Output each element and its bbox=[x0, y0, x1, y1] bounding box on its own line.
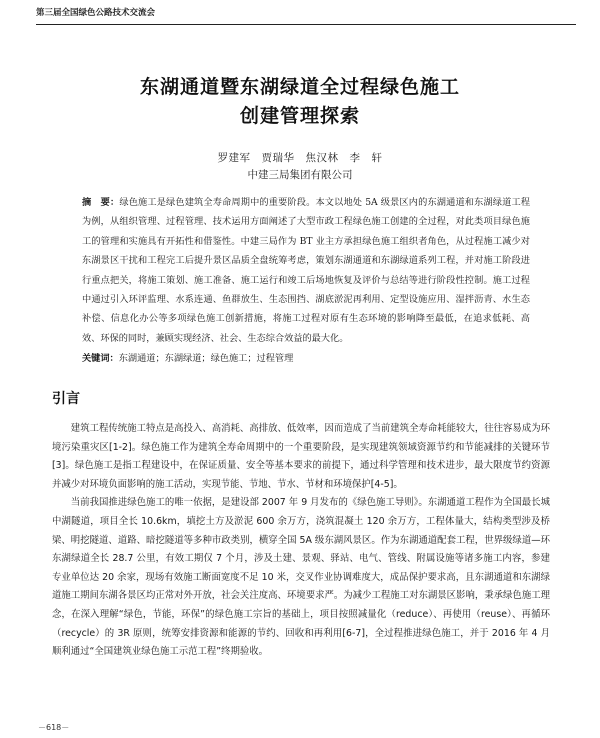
affiliation: 中建三局集团有限公司 bbox=[247, 169, 353, 181]
author-list: 罗建军 贾瑞华 焦汉林 李 轩 bbox=[217, 152, 383, 164]
conference-header: 第三届全国绿色公路技术交流会 bbox=[36, 8, 156, 18]
keywords-label: 关键词： bbox=[82, 353, 119, 364]
body-text bbox=[52, 420, 550, 662]
body-paragraph-1: 建筑工程传统施工特点是高投入、高消耗、高排放、低效率，因而造成了当前建筑全寿命耗能较大，往往容易成为环境污染重灾区[1-2]。绿色施工作为建筑全寿命周期中的一个重要阶段，是实现建筑领域资源节约和节能减排的关键环节[3]。绿色施工是指工程建设中，在保证质量、安全等基本要求的前提下，通过科学管理和技术进步，最大限度节约资源并减少对环境负面影响的施工活动，实现节能、节地、节水、节材和环境保护[4-5]。 bbox=[52, 423, 550, 490]
paper-title-line-2: 创建管理探索 bbox=[239, 105, 360, 127]
abstract-label: 摘 要： bbox=[82, 197, 120, 208]
body-paragraph-2: 当前我国推进绿色施工的唯一依据，是建设部 2007 年 9 月发布的《绿色施工导则》。东湖通道工程作为全国最长城中湖隧道，项目全长 10.6km，填挖土方及淤泥 600 余万方，浇筑混凝土 120 余万方，工程体量大，结构类型涉及桥梁、明挖隧道、道路、暗挖隧道等多种市政类别，横穿全国 5A 级东湖风景区。作为东湖通道配套工程，世界级绿道—环东湖绿道全长 28.7 公里，有效工期仅 7 个月，涉及土建、景观、驿站、电气、管线、附属设施等诸多施工内容，参建专业单位达 20 余家，现场有效施工断面宽度不足 10 米，交叉作业协调难度大，成品保护要求高，且东湖通道和东湖绿道施工期间东湖各景区均正常对外开放，社会关注度高、环境要求严。为减少工程施工对东湖景区影响，秉承绿色施工理念，在深入理解“绿色，节能，环保”的绿色施工宗旨的基础上，项目按照减量化（reduce）、再使用（reuse）、再循环（recycle）的 3R 原则，统筹安排资源和能源的节约、回收和再利用[6-7]，全过程推进绿色施工，并于 2016 年 4 月顺利通过“全国建筑业绿色施工示范工程”终期验收。 bbox=[52, 497, 550, 658]
section-heading-introduction: 引言 bbox=[52, 391, 80, 407]
paper-title-line-1: 东湖通道暨东湖绿道全过程绿色施工 bbox=[139, 76, 460, 98]
abstract-text: 绿色施工是绿色建筑全寿命周期中的重要阶段。本文以地处 5A 级景区内的东湖通道和东湖绿道工程为例，从组织管理、过程管理、技术运用方面阐述了大型市政工程绿色施工创建的全过程，对此类项目绿色施工的管理和实施具有开拓性和借鉴性。中建三局作为 BT 业主方承担绿色施工组织者角色，从过程施工减少对东湖景区干扰和工程完工后提升景区品质全盘统筹考虑，策划东湖通道和东湖绿道系列工程，并对施工阶段进行重点把关，将施工策划、施工准备、施工运行和竣工后场地恢复及评价与总结等进行阶段性控制。施工过程中通过引入环评监理、水系连通、鱼群放生、生态围挡、湖底淤泥再利用、定型设施应用、湿拌沥青、水生态补偿、信息化办公等多项绿色施工创新措施，将施工过程对原有生态环境的影响降至最低，在追求低耗、高效、环保的同时，兼顾实现经济、社会、生态综合效益的最大化。 bbox=[82, 197, 531, 344]
keywords bbox=[82, 350, 530, 364]
header-divider bbox=[36, 24, 576, 25]
keywords-text: 东湖通道；东湖绿道；绿色施工；过程管理 bbox=[118, 353, 294, 364]
page-number: －618－ bbox=[38, 723, 70, 732]
abstract bbox=[82, 193, 530, 348]
